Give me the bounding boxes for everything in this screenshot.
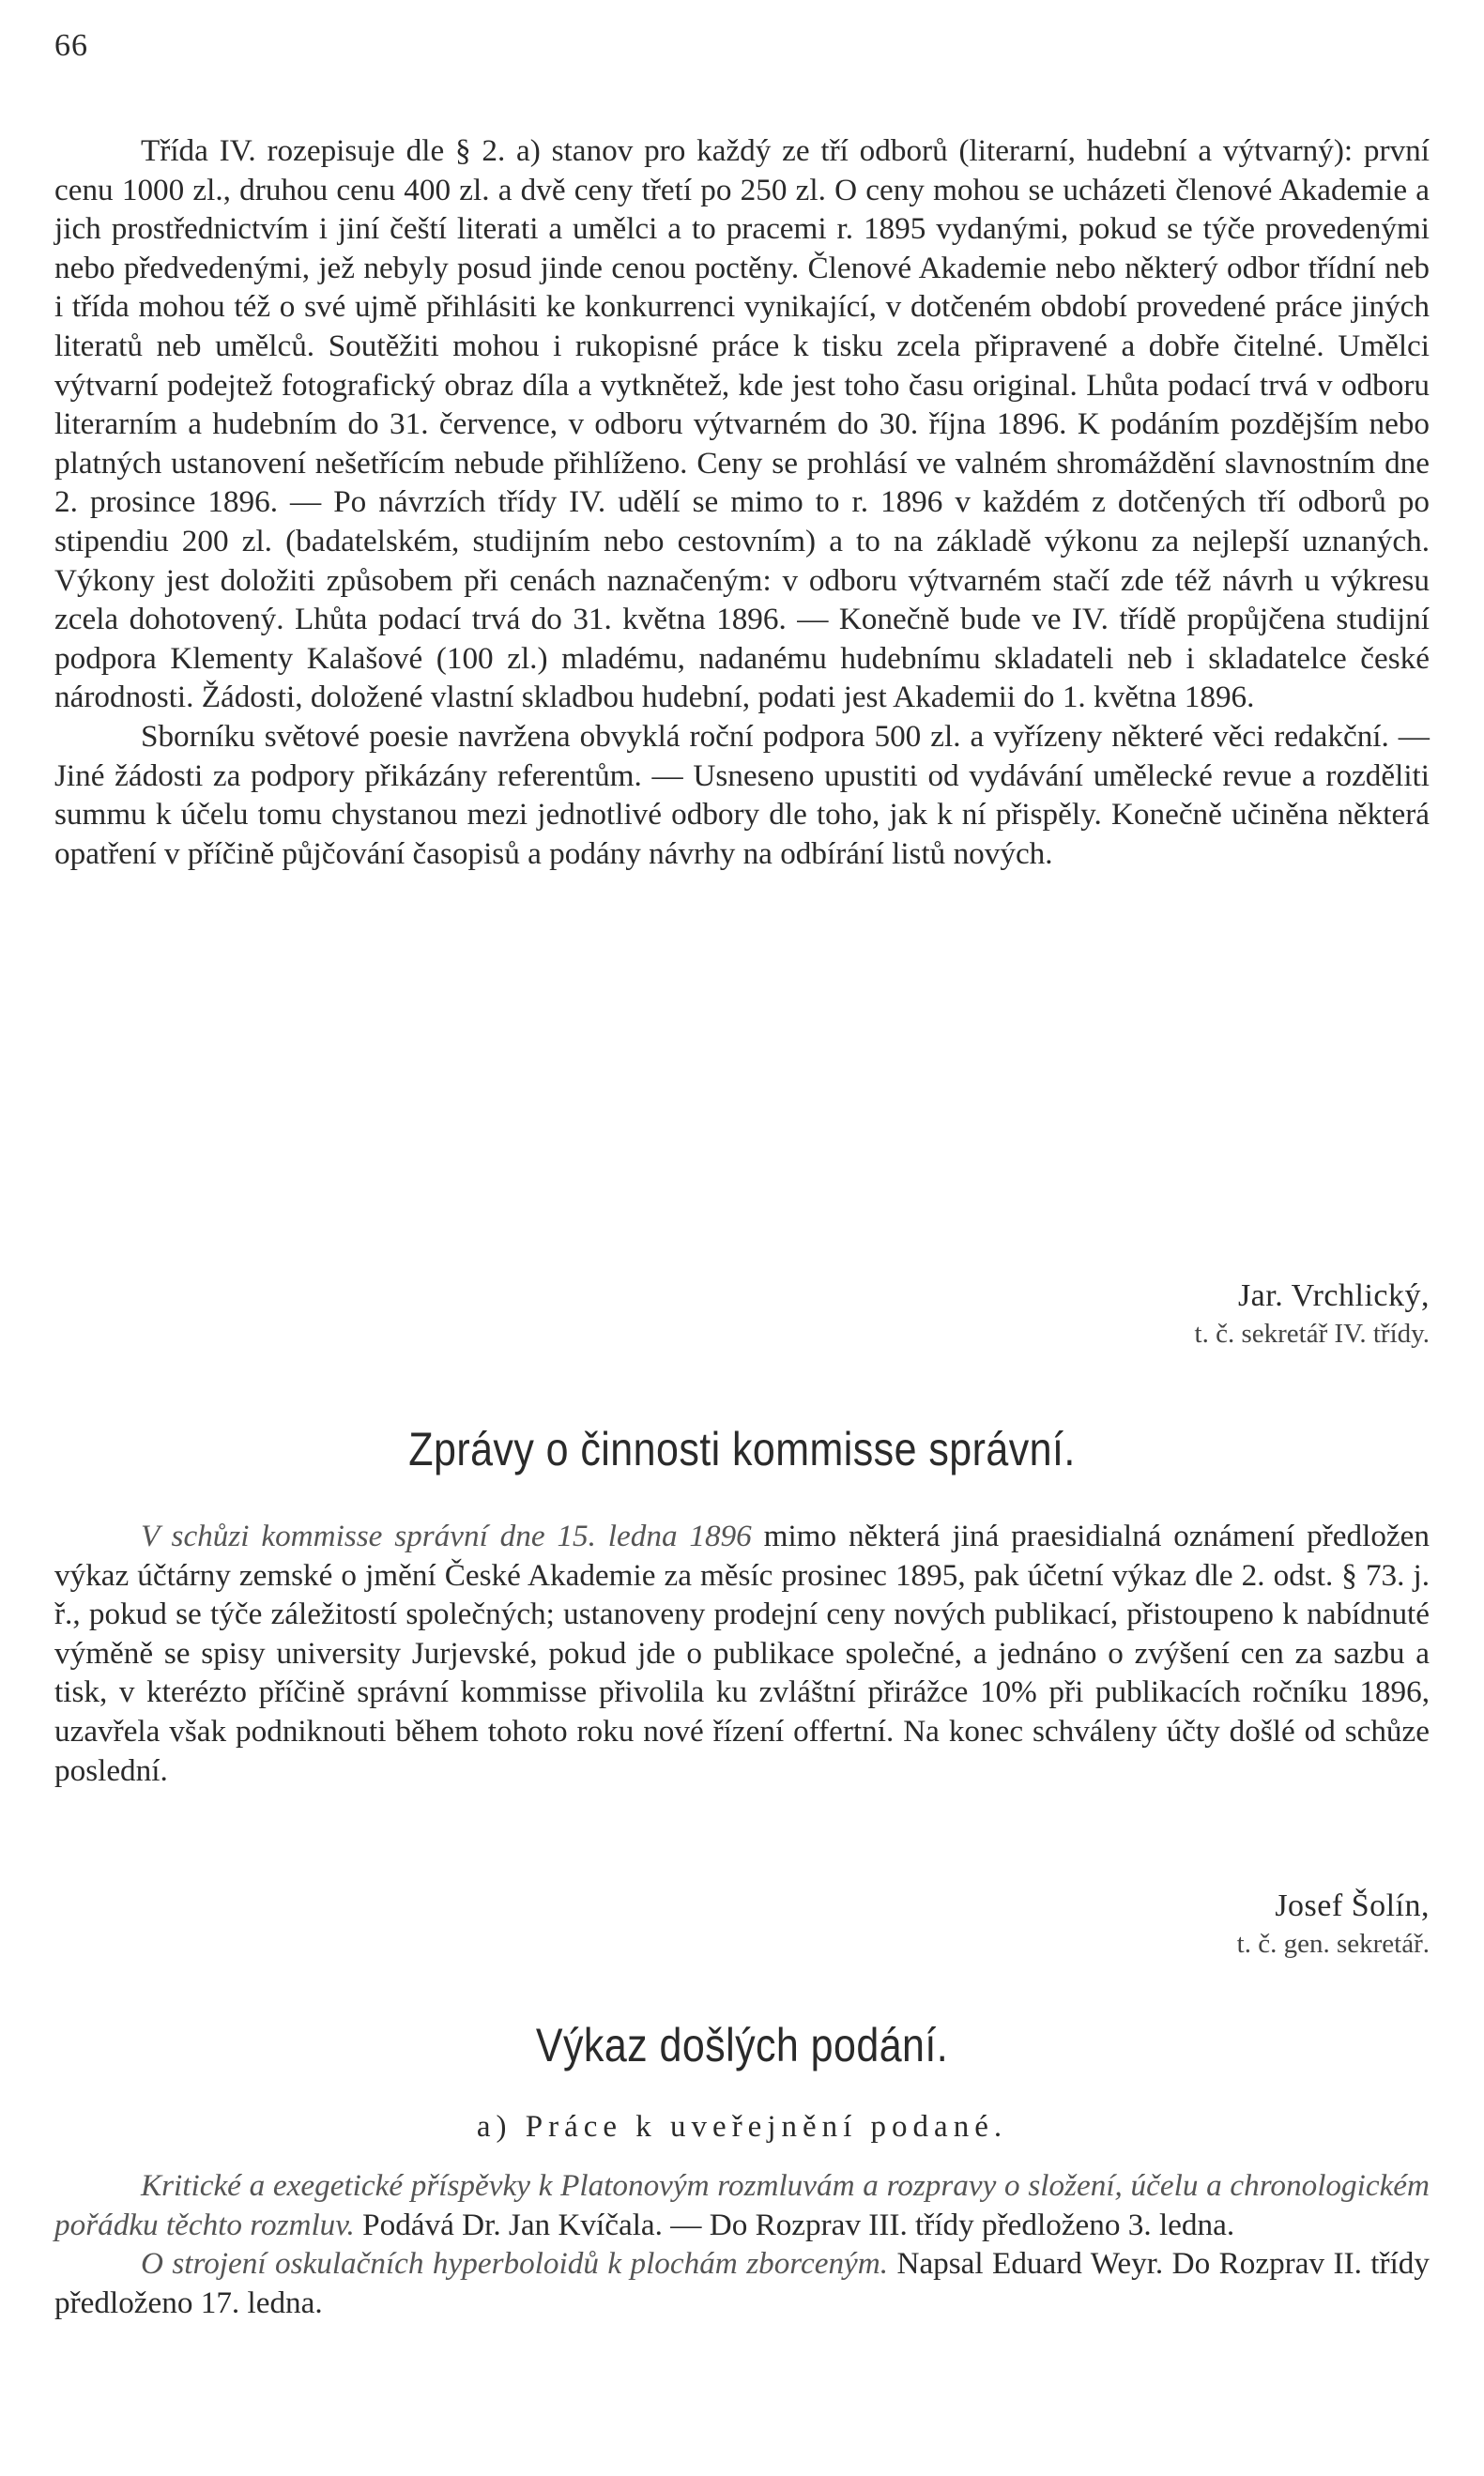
entry-title: Kritické a exegetické příspěvky k Platonovým rozmluvám a rozpravy o složení, účelu a chronologickém pořádku těchto rozmluv. — [54, 2168, 1430, 2242]
entry-details: Podává Dr. Jan Kvíčala. — Do Rozprav III. třídy předloženo 3. ledna. — [354, 2207, 1235, 2242]
section-heading-submissions: Výkaz došlých podání. — [535, 2019, 949, 2071]
section-heading-commission: Zprávy o činnosti kommisse správní. — [408, 1423, 1076, 1475]
paragraph-commission — [54, 1517, 1430, 1790]
list-item — [54, 2166, 1430, 2244]
page-number: 66 — [54, 28, 88, 63]
entry-details: Napsal Eduard Weyr. Do Rozprav II. třídy předloženo 17. ledna. — [54, 2246, 1430, 2320]
paragraph-prizes: Třída IV. rozepisuje dle § 2. a) stanov pro každý ze tří odborů (literarní, hudební a výtvarný): první cenu 1000 zl., druhou cenu 400 zl. a dvě ceny třetí po 250 zl. O ceny mohou se ucházeti členové Akademie a jich prostřednictvím i jiní čeští literati a umělci a to pracemi r. 1895 vydanými, pokud se týče provedenými nebo předvedenými, jež nebyly posud jinde cenou poctěny. Členové Akademie nebo některý odbor třídní neb i třída mohou též o své ujmě přihlásiti ke konkurrenci vynikající, v dotčeném období provedené práce jiných literatů neb umělců. Soutěžiti mohou i rukopisné práce k tisku zcela připravené a dobře čitelné. Umělci výtvarní podejtež fotografický obraz díla a vytknětež, kde jest toho času original. Lhůta podací trvá v odboru literarním a hudebním do 31. července, v odboru výtvarném do 30. října 1896. K podáním pozdějším nebo platných ustanovení nešetřícím nebude přihlíženo. Ceny se prohlásí ve valném shromáždění slavnostním dne 2. prosince 1896. — Po návrzích třídy IV. udělí se mimo to r. 1896 v každém z dotčených tří odborů po stipendiu 200 zl. (badatelském, studijním nebo cestovním) a to na základě výkonu za nejlepší uznaných. Výkony jest doložiti způsobem při cenách naznačeným: v odboru výtvarném stačí zde též návrh u výkresu zcela dohotovený. Lhůta podací trvá do 31. května 1896. — Konečně bude ve IV. třídě propůjčena studijní podpora Klementy Kalašové (100 zl.) mladému, nadanému hudebnímu skladateli neb i skladatelce české národnosti. Žádosti, doložené vlastní skladbou hudební, podati jest Akademii do 1. května 1896. — [54, 133, 1430, 715]
section-commission-report — [54, 1517, 1430, 1790]
subheading-submitted-works: a) Práce k uveřejnění podané. — [476, 2110, 1008, 2144]
list-item — [54, 2244, 1430, 2322]
signature-name: Jar. Vrchlický, — [1237, 1278, 1430, 1313]
signature-name: Josef Šolín, — [1275, 1888, 1430, 1923]
paragraph-commission-lead: V schůzi kommisse správní dne 15. ledna 1896 — [141, 1519, 752, 1553]
entry-title: O strojení oskulačních hyperboloidů k plochám zborceným. — [141, 2246, 889, 2282]
signature-solin — [54, 1887, 1430, 1964]
signature-role: t. č. gen. sekretář. — [1236, 1929, 1430, 1959]
signature-vrchlicky — [54, 1276, 1430, 1353]
section-class-iv-report — [54, 131, 1430, 873]
signature-role: t. č. sekretář IV. třídy. — [1194, 1319, 1430, 1349]
paragraph-commission-body: mimo některá jiná praesidialná oznámení předložen výkaz účtárny zemské o jmění České Akademie za měsíc prosinec 1895, pak účetní výkaz dle 2. odst. § 73. j. ř., pokud se týče záležitostí společných; ustanoveny prodejní ceny nových publikací, přistoupeno k nabídnuté výměně se spisy university Jurjevské, pokud jde o publikace společné, a jednáno o zvýšení cen za sazbu a tisk, v kterézto příčině správní kommisse přivolila ku zvláštní přirážce 10% při publikacích ročníku 1896, uzavřela však podniknouti během tohoto roku nové řízení offertní. Na konec schváleny účty došlé od schůze poslední. — [54, 1519, 1430, 1788]
paragraph-anthology: Sborníku světové poesie navržena obvyklá roční podpora 500 zl. a vyřízeny některé věci redakční. — Jiné žádosti za podpory přikázány referentům. — Usneseno upustiti od vydávání umělecké revue a rozděliti summu k účelu tomu chystanou mezi jednotlivé odbory dle toho, jak k ní přispěly. Konečně učiněna některá opatření v příčině půjčování časopisů a podány návrhy na odbírání listů nových. — [54, 718, 1430, 871]
submissions-list — [54, 2166, 1430, 2322]
